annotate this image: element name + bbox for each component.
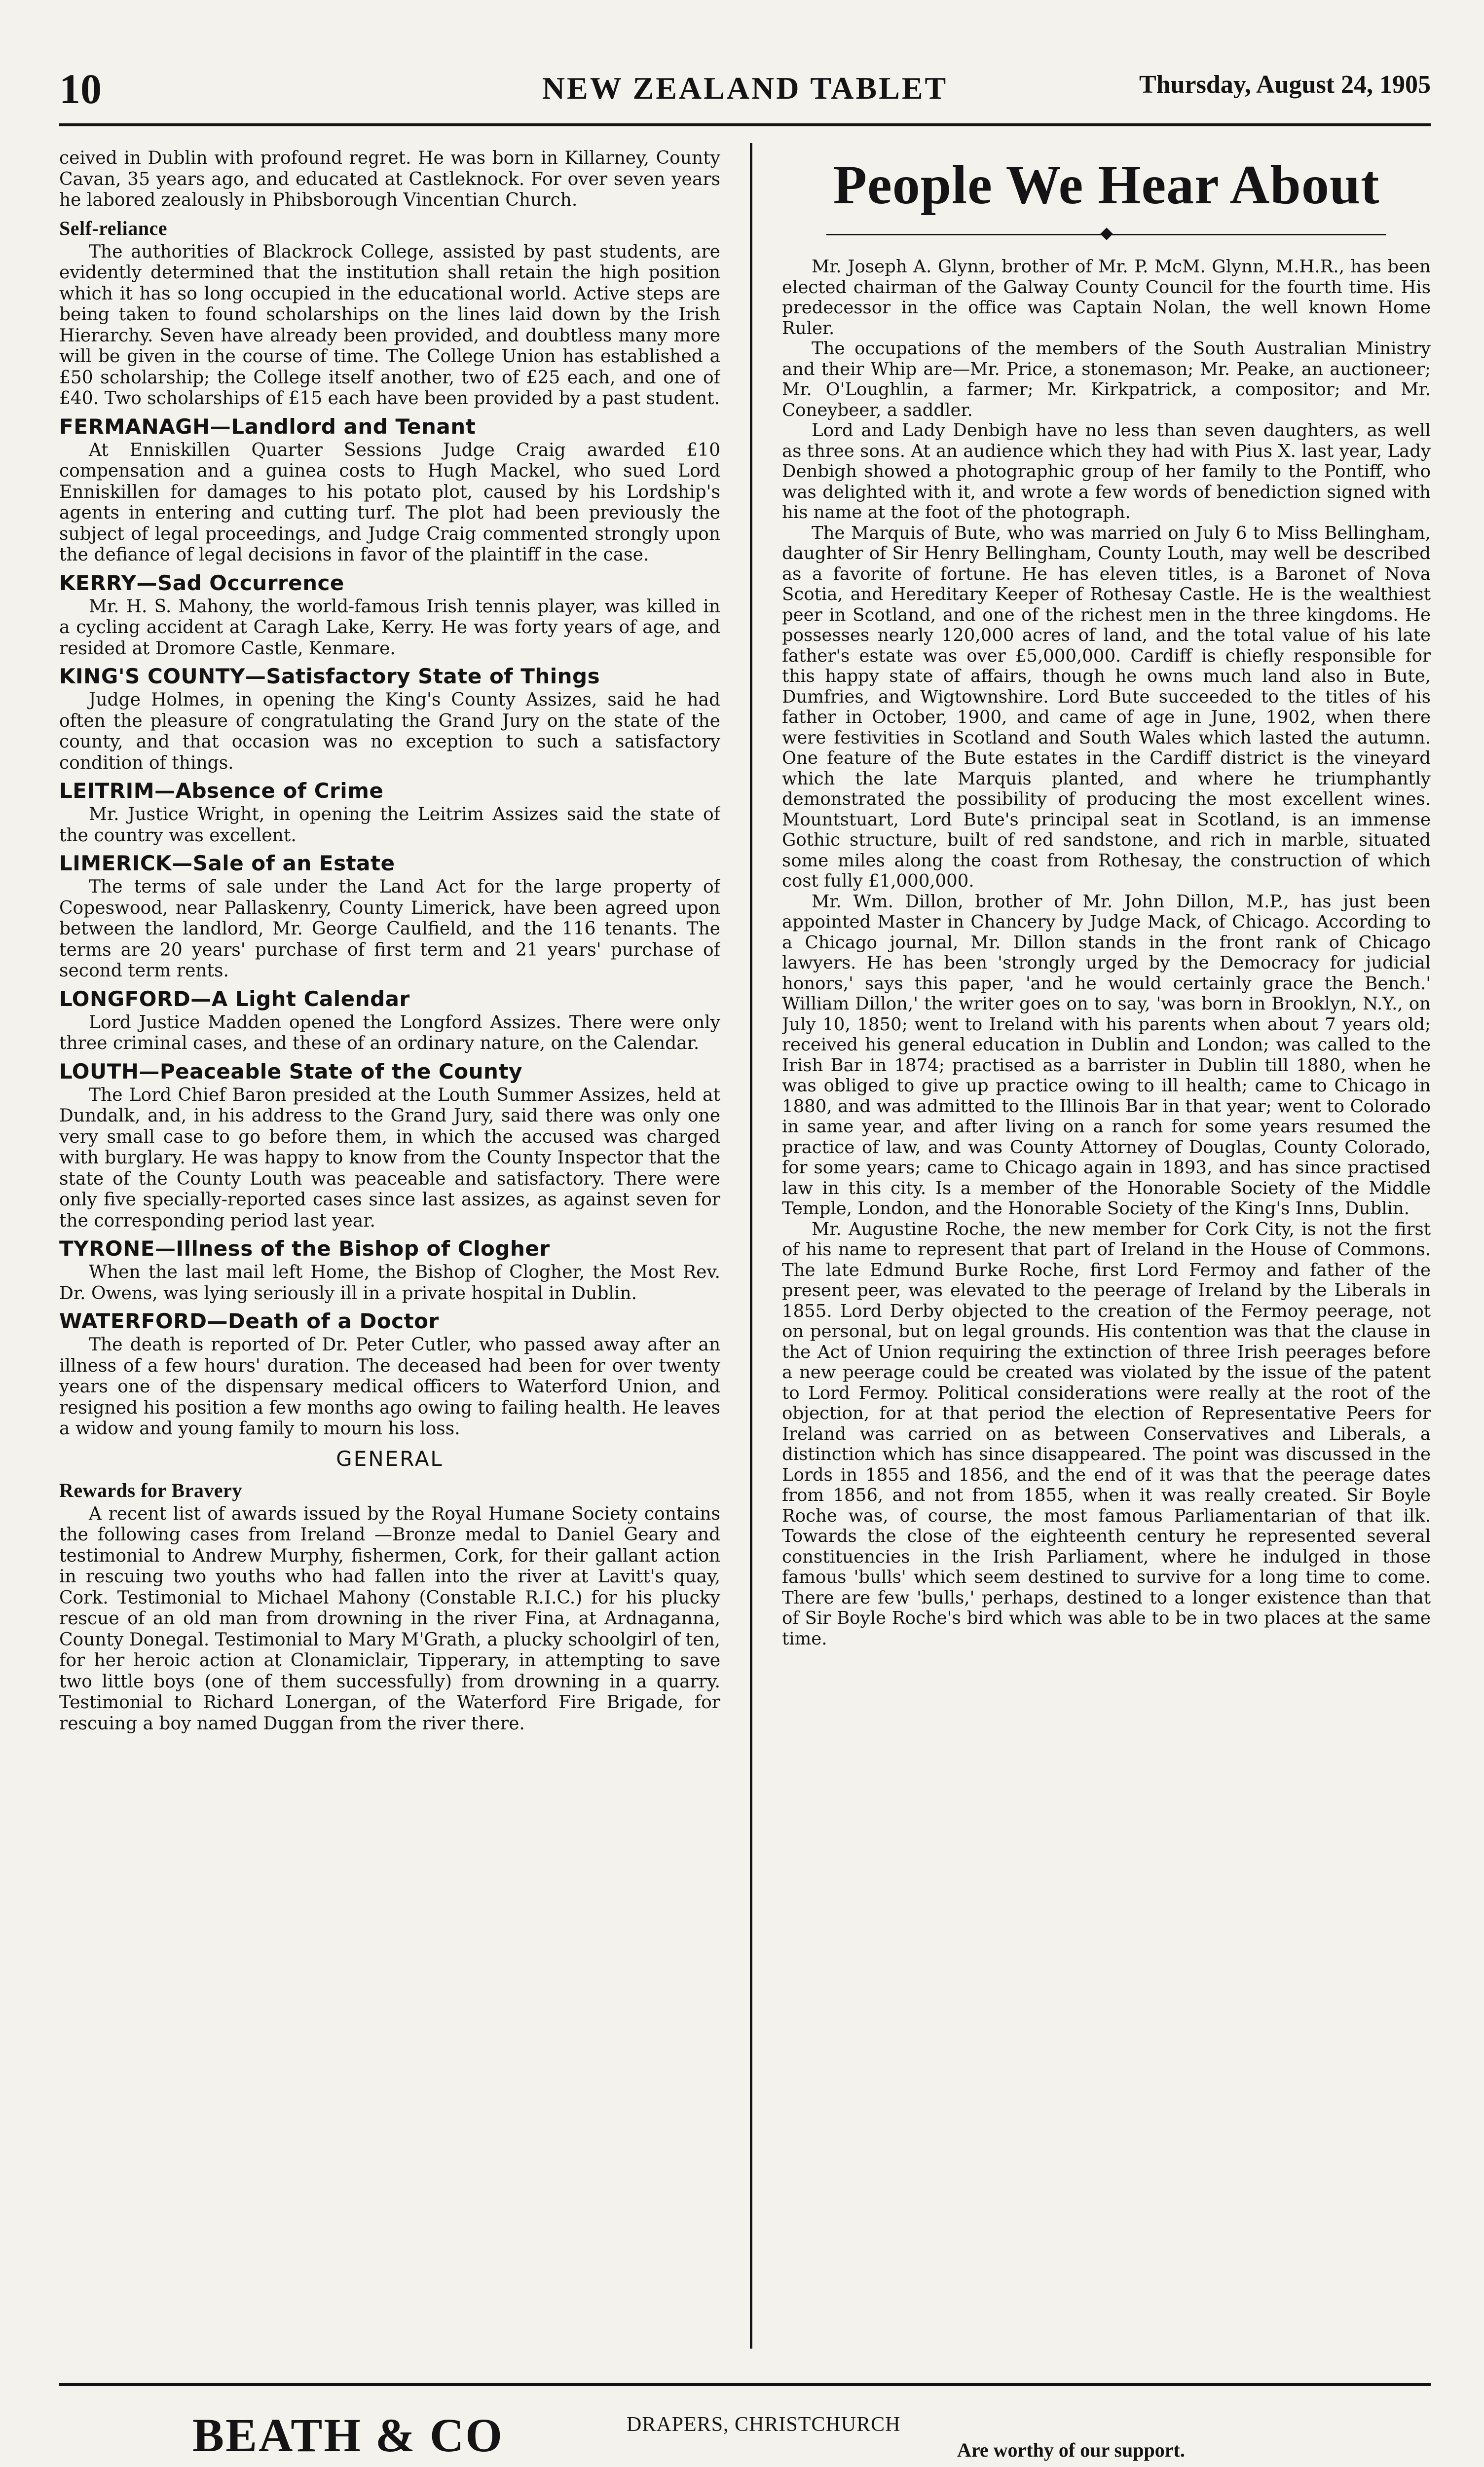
masthead: NEW ZEALAND TABLET bbox=[542, 71, 948, 106]
general-heading: GENERAL bbox=[336, 1446, 444, 1471]
advertisement bbox=[59, 2408, 1431, 2467]
footer-rule bbox=[59, 2383, 1431, 2386]
intro-subhead: Self-reliance bbox=[59, 217, 168, 239]
intro-paragraph: The authorities of Blackrock College, assisted by past students, are evidently determined that the institution shall retain the high position which it has so long occupied in the educational world. Active steps are being taken to found scholarships on the lines laid down by the Irish Hierarchy. Seven have already been provided, and doubtless many more will be given in the course of time. The College Union has established a £50 scholarship; the College itself another, two of £25 each, and one of £40. Two scholarships of £15 each have been provided by a past student. bbox=[59, 241, 720, 409]
section-heading-waterford: WATERFORD—Death of a Doctor bbox=[59, 1309, 439, 1333]
section-heading-kings-county: KING'S COUNTY—Satisfactory State of Things bbox=[59, 664, 600, 688]
article-paragraph: The occupations of the members of the South Australian Ministry and their Whip are—Mr. Price, a stonemason; Mr. Peake, an auctioneer; Mr. O'Loughlin, a farmer; Mr. Kirkpatrick, a compositor; and Mr. Coneybeer, a saddler. bbox=[782, 338, 1431, 420]
advertiser-slogan: Are worthy of our support. bbox=[957, 2439, 1185, 2461]
intro-paragraph: ceived in Dublin with profound regret. He was born in Killarney, County Cavan, 35 years ago, and educated at Castleknock. For over seven years he labored zealously in Phibsborough Vincentian Church. bbox=[59, 148, 720, 210]
right-column bbox=[782, 148, 1431, 2349]
diamond-ornament-icon bbox=[1100, 227, 1113, 240]
section-body-longford: Lord Justice Madden opened the Longford Assizes. There were only three criminal cases, and these of an ordinary nature, on the Calendar. bbox=[59, 1012, 720, 1053]
section-heading-leitrim: LEITRIM—Absence of Crime bbox=[59, 779, 384, 803]
section-body-fermanagh: At Enniskillen Quarter Sessions Judge Craig awarded £10 compensation and a guinea costs to Hugh Mackel, who sued Lord Enniskillen for damages to his potato plot, caused by his Lordship's agents in entering and cutting turf. The plot had been previously the subject of legal proceedings, and Judge Craig commented strongly upon the defiance of legal decisions in favor of the plaintiff in the case. bbox=[59, 440, 720, 565]
advertiser-name: BEATH & CO bbox=[192, 2409, 504, 2462]
page-number: 10 bbox=[59, 65, 102, 112]
section-body-waterford: The death is reported of Dr. Peter Cutler, who passed away after an illness of a few hours' duration. The deceased had been for over twenty years one of the dispensary medical officers to Waterford Union, and resigned his position a few months ago owing to failing health. He leaves a widow and young family to mourn his loss. bbox=[59, 1335, 720, 1439]
general-subhead: Rewards for Bravery bbox=[59, 1479, 242, 1501]
section-heading-longford: LONGFORD—A Light Calendar bbox=[59, 986, 410, 1011]
section-heading-tyrone: TYRONE—Illness of the Bishop of Clogher bbox=[59, 1236, 550, 1261]
article-paragraph: Mr. Joseph A. Glynn, brother of Mr. P. McM. Glynn, M.H.R., has been elected chairman of the Galway County Council for the fourth time. His predecessor in the office was Captain Nolan, the well known Home Ruler. bbox=[782, 257, 1431, 338]
section-heading-louth: LOUTH—Peaceable State of the County bbox=[59, 1059, 522, 1084]
page-header bbox=[59, 64, 1431, 118]
general-body: A recent list of awards issued by the Royal Humane Society contains the following cases from Ireland —Bronze medal to Daniel Geary and testimonial to Andrew Murphy, fishermen, Cork, for their gallant action in rescuing two youths who had fallen into the river at Lavitt's quay, Cork. Testimonial to Michael Mahony (Constable R.I.C.) for his plucky rescue of an old man from drowning in the river Fina, at Ardnaganna, County Donegal. Testimonial to Mary M'Grath, a plucky schoolgirl of ten, for her heroic action at Clonamiclair, Tipperary, in attempting to save two little boys (one of them successfully) from drowning in a quarry. Testimonial to Richard Lonergan, of the Waterford Fire Brigade, for rescuing a boy named Duggan from the river there. bbox=[59, 1503, 720, 1734]
section-body-kerry: Mr. H. S. Mahony, the world-famous Irish tennis player, was killed in a cycling accident at Caragh Lake, Kerry. He was forty years of age, and resided at Dromore Castle, Kenmare. bbox=[59, 596, 720, 659]
column-divider bbox=[750, 143, 752, 2349]
article-paragraph: Mr. Augustine Roche, the new member for Cork City, is not the first of his name to represent that part of Ireland in the House of Commons. The late Edmund Burke Roche, first Lord Fermoy and father of the present peer, was elevated to the peerage of Ireland by the Liberals in 1855. Lord Derby objected to the creation of the Fermoy peerage, not on personal, but on legal grounds. His contention was that the clause in the Act of Union requiring the extinction of three Irish peerages before a new peerage could be created was violated by the issue of the patent to Lord Fermoy. Political considerations were really at the root of the objection, for at that period the election of Representative Peers for Ireland was carried on as between Conservatives and Liberals, a distinction which has since disappeared. The point was discussed in the Lords in 1855 and 1856, and the end of it was that the peerage dates from 1856, and not from 1855, when it was really created. Sir Boyle Roche was, of course, the most famous Parliamentarian of that ilk. Towards the close of the eighteenth century he represented several constituencies in the Irish Parliament, where he indulged in those famous 'bulls' which seem destined to survive for a long time to come. There are few 'bulls,' perhaps, destined to a longer existence than that of Sir Boyle Roche's bird which was able to be in two places at the same time. bbox=[782, 1219, 1431, 1649]
section-body-louth: The Lord Chief Baron presided at the Louth Summer Assizes, held at Dundalk, and, in his address to the Grand Jury, said there was only one very small case to go before them, in which the accused was charged with burglary. He was happy to know from the County Inspector that the state of the County Louth was peaceable and satisfactory. There were only five specially-reported cases since last assizes, as against seven for the corresponding period last year. bbox=[59, 1084, 720, 1231]
advertiser-trade: DRAPERS, CHRISTCHURCH bbox=[627, 2413, 901, 2436]
section-body-kings-county: Judge Holmes, in opening the King's County Assizes, said he had often the pleasure of congratulating the Grand Jury on the state of the county, and that occasion was no exception to such a satisfactory condition of things. bbox=[59, 690, 720, 773]
section-heading-kerry: KERRY—Sad Occurrence bbox=[59, 570, 344, 595]
article-paragraph: The Marquis of Bute, who was married on July 6 to Miss Bellingham, daughter of Sir Henry Bellingham, County Louth, may well be described as a favorite of fortune. He has eleven titles, is a Baronet of Nova Scotia, and Hereditary Keeper of Rothesay Castle. He is the wealthiest peer in Scotland, and one of the richest men in the three kingdoms. He possesses nearly 120,000 acres of land, and the total value of his late father's estate was over £5,000,000. Cardiff is chiefly responsible for this happy state of affairs, though he owns much land also in Bute, Dumfries, and Wigtownshire. Lord Bute succeeded to the titles of his father in October, 1900, and came of age in June, 1902, when there were festivities in Scotland and South Wales which lasted the autumn. One feature of the Bute estates in the Cardiff district is the vineyard which the late Marquis planted, and where he triumphantly demonstrated the possibility of producing the most excellent wines. Mountstuart, Lord Bute's principal seat in Scotland, is an immense Gothic structure, built of red sandstone, and rich in marble, situated some miles along the coast from Rothesay, the construction of which cost fully £1,000,000. bbox=[782, 523, 1431, 891]
article-paragraph: Lord and Lady Denbigh have no less than seven daughters, as well as three sons. At an audience which they had with Pius X. last year, Lady Denbigh showed a photographic group of her family to the Pontiff, who was delighted with it, and wrote a few words of benediction signed with his name at the foot of the photograph. bbox=[782, 420, 1431, 523]
article-paragraph: Mr. Wm. Dillon, brother of Mr. John Dillon, M.P., has just been appointed Master in Chancery by Judge Mack, of Chicago. According to a Chicago journal, Mr. Dillon stands in the front rank of Chicago lawyers. He has been 'strongly urged by the Democracy for judicial honors,' says this paper, 'and he would certainly grace the Bench.' William Dillon,' the writer goes on to say, 'was born in Brooklyn, N.Y., on July 10, 1850; went to Ireland with his parents when about 7 years old; received his general education in Dublin and London; was called to the Irish Bar in 1874; practised as a barrister in Dublin till 1880, when he was obliged to give up practice owing to ill health; came to Chicago in 1880, and was admitted to the Illinois Bar in that year; went to Colorado in same year, and after living on a ranch for some years resumed the practice of law, and was County Attorney of Douglas, County Colorado, for some years; came to Chicago again in 1893, and has since practised law in this city. Is a member of the Honorable Society of the Middle Temple, London, and the Honorable Society of the King's Inns, Dublin. bbox=[782, 891, 1431, 1219]
section-title: People We Hear About bbox=[833, 154, 1380, 216]
section-body-tyrone: When the last mail left Home, the Bishop of Clogher, the Most Rev. Dr. Owens, was lying seriously ill in a private hospital in Dublin. bbox=[59, 1262, 720, 1304]
issue-date: Thursday, August 24, 1905 bbox=[1139, 71, 1431, 99]
section-heading-limerick: LIMERICK—Sale of an Estate bbox=[59, 851, 395, 875]
section-body-limerick: The terms of sale under the Land Act for the large property of Copeswood, near Pallaskenry, County Limerick, have been agreed upon between the landlord, Mr. George Caulfield, and the 116 tenants. The terms are 20 years' purchase of first term and 21 years' purchase of second term rents. bbox=[59, 877, 720, 981]
section-body-leitrim: Mr. Justice Wright, in opening the Leitrim Assizes said the state of the country was excellent. bbox=[59, 804, 720, 846]
title-ornament bbox=[826, 227, 1386, 242]
left-column bbox=[59, 148, 720, 2349]
section-heading-fermanagh: FERMANAGH—Landlord and Tenant bbox=[59, 414, 476, 439]
header-rule bbox=[59, 123, 1431, 126]
